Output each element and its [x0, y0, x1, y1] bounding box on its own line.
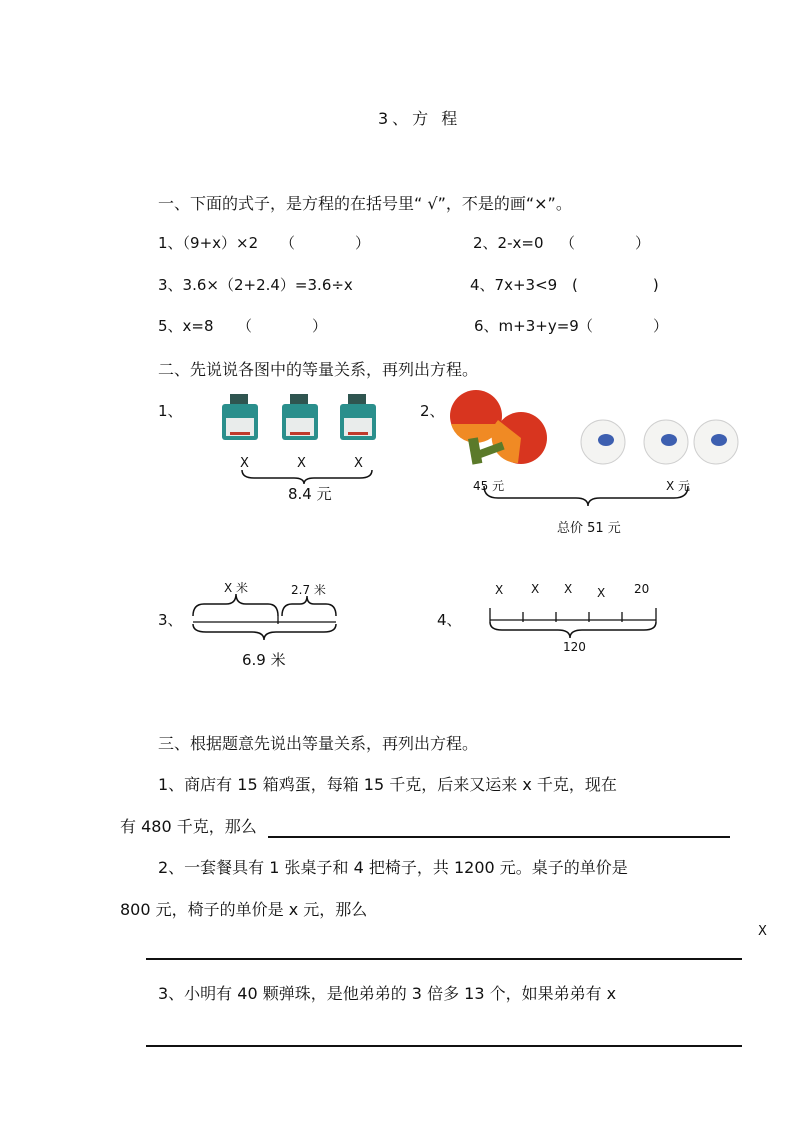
fig1-number: 1、	[158, 402, 183, 420]
item-expression: 2-x=0	[497, 234, 544, 252]
fig2-number: 2、	[420, 402, 445, 420]
brace	[484, 486, 688, 506]
s1-item-5	[158, 315, 214, 336]
answer-blank[interactable]: （ ）	[280, 234, 371, 252]
fig4-label: 20	[634, 582, 650, 596]
fig3-part2-label: 2.7 米	[291, 583, 326, 597]
item-expression: x=8	[182, 317, 214, 335]
fig3-number: 3、	[158, 611, 183, 629]
ping-pong-ball-icon	[694, 420, 738, 464]
s1-item-6	[474, 315, 579, 336]
fig2-diagram	[448, 390, 748, 520]
fig4-number: 4、	[437, 611, 462, 629]
fig4-label: X	[564, 582, 573, 596]
s1-item-2	[473, 232, 544, 253]
page-title: 3、方 程	[378, 109, 462, 128]
q3-answer-line[interactable]	[146, 1045, 742, 1047]
fig4-label: X	[495, 583, 504, 597]
answer-blank[interactable]: （ ）	[578, 317, 669, 335]
answer-blank[interactable]: ( )	[572, 276, 659, 294]
item-number: 1、	[158, 234, 183, 252]
brace	[490, 622, 656, 638]
ping-pong-ball-icon	[644, 420, 688, 464]
q2-line1: 2、一套餐具有 1 张桌子和 4 把椅子，共 1200 元。桌子的单价是	[158, 858, 628, 877]
s1-item-4	[470, 274, 557, 295]
fig1-label-x: X	[297, 456, 306, 471]
fig1-diagram	[220, 392, 380, 497]
fig4-total: 120	[563, 640, 586, 654]
item-expression: 7x+3<9	[494, 276, 558, 294]
item-number: 6、	[474, 317, 499, 335]
fig1-total: 8.4 元	[288, 485, 332, 503]
fig3-part1-label: X 米	[224, 581, 249, 595]
item-number: 5、	[158, 317, 183, 335]
fig3-total: 6.9 米	[242, 651, 286, 669]
brace	[282, 596, 336, 616]
ink-bottle-icon	[222, 394, 258, 440]
item-expression: （9+x）×2	[182, 234, 259, 252]
brace	[193, 624, 336, 640]
fig1-label-x: X	[240, 456, 249, 471]
fig1-label-x: X	[354, 456, 363, 471]
item-expression: 3.6×（2+2.4）=3.6÷x	[182, 276, 353, 294]
fig4-label: X	[597, 586, 606, 600]
answer-blank[interactable]: （ ）	[237, 317, 328, 335]
section3-heading: 三、根据题意先说出等量关系，再列出方程。	[158, 734, 479, 753]
fig3-diagram	[190, 590, 340, 650]
fig4-label: X	[531, 582, 540, 596]
section1-heading: 一、下面的式子，是方程的在括号里“ √”，不是的画“×”。	[158, 194, 572, 213]
brace	[193, 594, 278, 616]
ping-pong-ball-icon	[581, 420, 625, 464]
q2-answer-line[interactable]	[146, 958, 742, 960]
ink-bottle-icon	[282, 394, 318, 440]
stray-x: X	[758, 924, 767, 939]
item-number: 3、	[158, 276, 183, 294]
q3-line1: 3、小明有 40 颗弹珠，是他弟弟的 3 倍多 13 个，如果弟弟有 x	[158, 984, 617, 1003]
answer-blank[interactable]: （ ）	[560, 234, 651, 252]
q1-answer-line[interactable]	[268, 836, 730, 838]
item-number: 4、	[470, 276, 495, 294]
s1-item-3	[158, 274, 353, 295]
brace	[242, 470, 372, 484]
fig2-total: 总价 51 元	[557, 521, 621, 536]
s1-item-1	[158, 232, 258, 253]
fig4-diagram	[488, 600, 660, 640]
q2-line2: 800 元，椅子的单价是 x 元，那么	[120, 900, 368, 919]
section2-heading: 二、先说说各图中的等量关系，再列出方程。	[158, 360, 479, 379]
fig2-right-label: X 元	[666, 479, 691, 493]
item-number: 2、	[473, 234, 498, 252]
item-expression: m+3+y=9	[498, 317, 579, 335]
q1-line1: 1、商店有 15 箱鸡蛋，每箱 15 千克，后来又运来 x 千克，现在	[158, 775, 617, 794]
fig2-left-label: 45 元	[473, 479, 505, 493]
ink-bottle-icon	[340, 394, 376, 440]
q1-line2: 有 480 千克，那么	[120, 817, 257, 836]
